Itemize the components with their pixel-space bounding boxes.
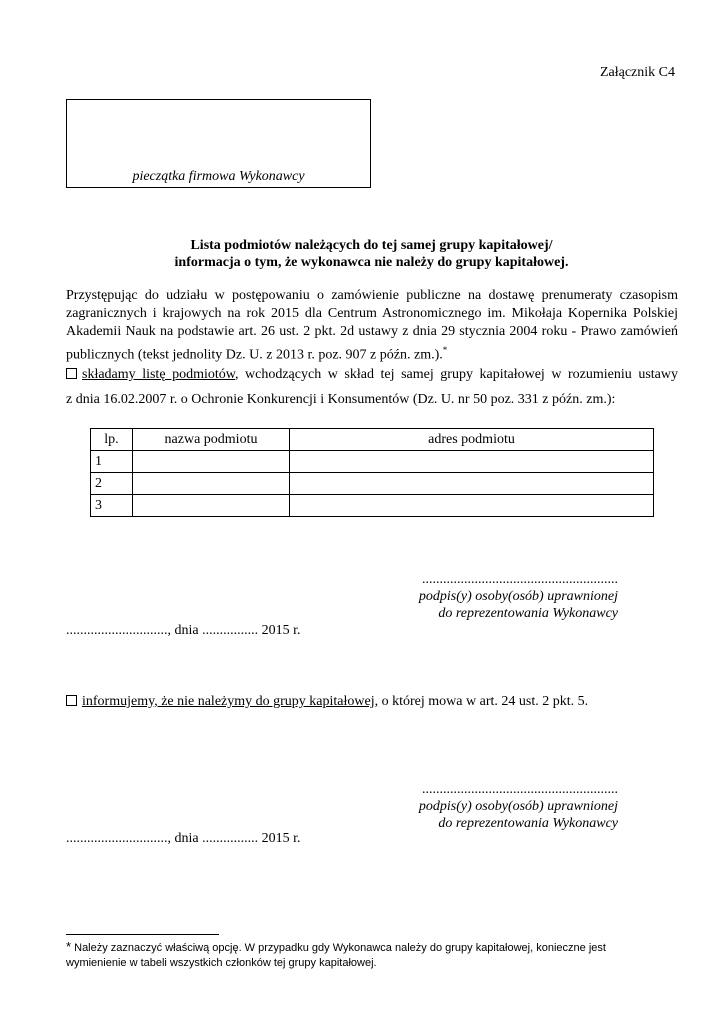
table-row [91,473,654,495]
entities-table [90,428,654,517]
entity-name-cell[interactable] [133,473,290,495]
company-stamp-box [66,99,371,188]
footnote-text: Należy zaznaczyć właściwą opcję. W przypadku gdy Wykonawca należy do grupy kapitałowej, konieczne jest wymienienie w tabeli wszystkich członków tej grupy kapitałowej. [66,942,606,969]
place-date-line-1[interactable]: ............................., dnia ................ 2015 r. [66,623,301,638]
checkbox-list-entities[interactable] [66,368,77,379]
option-list-entities-continuation: z dnia 16.02.2007 r. o Ochronie Konkurencji i Konsumentów (Dz. U. nr 50 poz. 331 z późn. zm.): [66,392,616,407]
footnote-mark: * [66,939,72,954]
entity-address-cell[interactable] [290,451,654,473]
signature-caption-1: podpis(y) osoby(osób) uprawnionej [418,589,618,604]
title-line-1: Lista podmiotów należących do tej samej grupy kapitałowej/ [190,238,553,253]
intro-text: Przystępując do udziału w postępowaniu o zamówienie publiczne na dostawę prenumeraty czasopism zagranicznych i krajowych na rok 2015 dla Centrum Astronomicznego im. Mikołaja Kopernika Polskiej Akademii Nauk na podstawie art. 26 ust. 2 pkt. 2d ustawy z dnia 29 stycznia 2004 roku - Prawo zamówień publicznych (tekst jednolity Dz. U. z 2013 r. poz. 907 z późn. zm.). [66,288,678,363]
checkbox-no-group[interactable] [66,695,77,706]
entity-name-cell[interactable] [133,495,290,517]
column-header-lp: lp. [91,429,133,451]
intro-paragraph [66,287,678,365]
row-number-cell: 2 [91,473,133,495]
footnote [66,939,666,971]
option-no-group-label: informujemy, że nie należymy do grupy kapitałowej, [82,694,379,709]
option-no-group-text: o której mowa w art. 24 ust. 2 pkt. 5. [378,694,589,709]
annex-label: Załącznik C4 [599,65,675,80]
column-header-name: nazwa podmiotu [133,429,290,451]
signature-caption-2: do reprezentowania Wykonawcy [438,606,618,621]
place-date-line-2[interactable]: ............................., dnia ................ 2015 r. [66,831,301,846]
table-row [91,495,654,517]
table-row [91,451,654,473]
signature-caption-1: podpis(y) osoby(osób) uprawnionej [418,799,618,814]
column-header-address: adres podmiotu [290,429,654,451]
title-line-2: informacja o tym, że wykonawca nie należy do grupy kapitałowej. [174,255,569,270]
signature-block-2 [390,781,618,832]
signature-block-1 [390,571,618,622]
document-title [66,237,677,271]
entity-name-cell[interactable] [133,451,290,473]
signature-line-2[interactable]: ........................................................ [422,782,618,797]
footnote-divider [66,934,219,935]
signature-caption-2: do reprezentowania Wykonawcy [438,816,618,831]
stamp-label: pieczątka firmowa Wykonawcy [132,169,305,184]
option-no-group [66,694,588,710]
entity-address-cell[interactable] [290,495,654,517]
option-list-entities [66,366,678,384]
signature-line-1[interactable]: ........................................................ [422,572,618,587]
option-list-entities-text: , wchodzących w skład tej samej grupy kapitałowej w rozumieniu ustawy [234,367,678,382]
table-header-row [91,429,654,451]
row-number-cell: 1 [91,451,133,473]
option-list-entities-label: składamy listę podmiotów [82,367,235,382]
entity-address-cell[interactable] [290,473,654,495]
footnote-reference: * [442,345,448,355]
row-number-cell: 3 [91,495,133,517]
